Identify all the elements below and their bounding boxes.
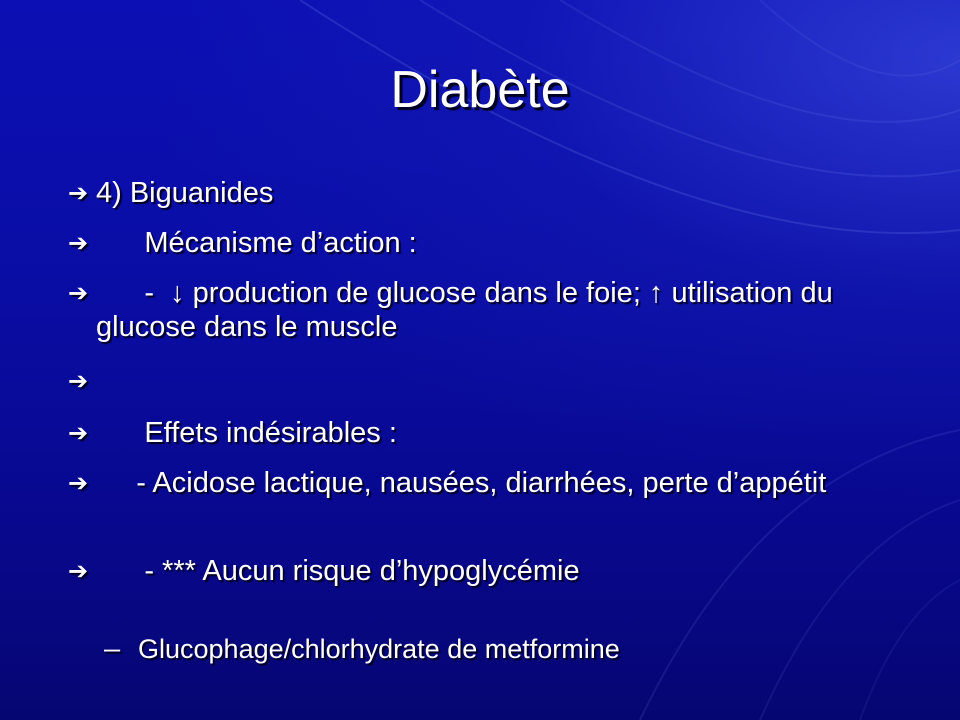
bullet-text: - Acidose lactique, nausées, diarrhées, perte d’appétit (96, 467, 827, 499)
bullet-item (68, 416, 898, 450)
bullet-text: - ↓ production de glucose dans le foie; ↑ utilisation du glucose dans le muscle (96, 277, 841, 343)
sub-bullet-item (104, 632, 934, 666)
arrow-right-icon: ➔ (68, 368, 89, 395)
arrow-right-icon: ➔ (68, 180, 89, 207)
bullet-text: Effets indésirables : (96, 417, 397, 449)
arrow-right-icon: ➔ (68, 280, 89, 307)
dash-marker: – (104, 633, 121, 665)
bullet-text: 4) Biguanides (96, 177, 274, 209)
bullet-item (68, 176, 898, 210)
slide-title: Diabète (390, 61, 570, 119)
bullet-text: Mécanisme d’action : (96, 227, 417, 259)
arrow-right-icon: ➔ (68, 420, 89, 447)
arrow-right-icon: ➔ (68, 558, 89, 585)
arrow-right-icon: ➔ (68, 470, 89, 497)
sub-bullet-text: Glucophage/chlorhydrate de metformine (138, 634, 620, 664)
bullet-item (68, 466, 898, 500)
bullet-item (68, 554, 898, 588)
bullet-item (68, 226, 898, 260)
bullet-item (68, 276, 898, 344)
arrow-right-icon: ➔ (68, 230, 89, 257)
bullet-text: - *** Aucun risque d’hypoglycémie (96, 555, 580, 587)
